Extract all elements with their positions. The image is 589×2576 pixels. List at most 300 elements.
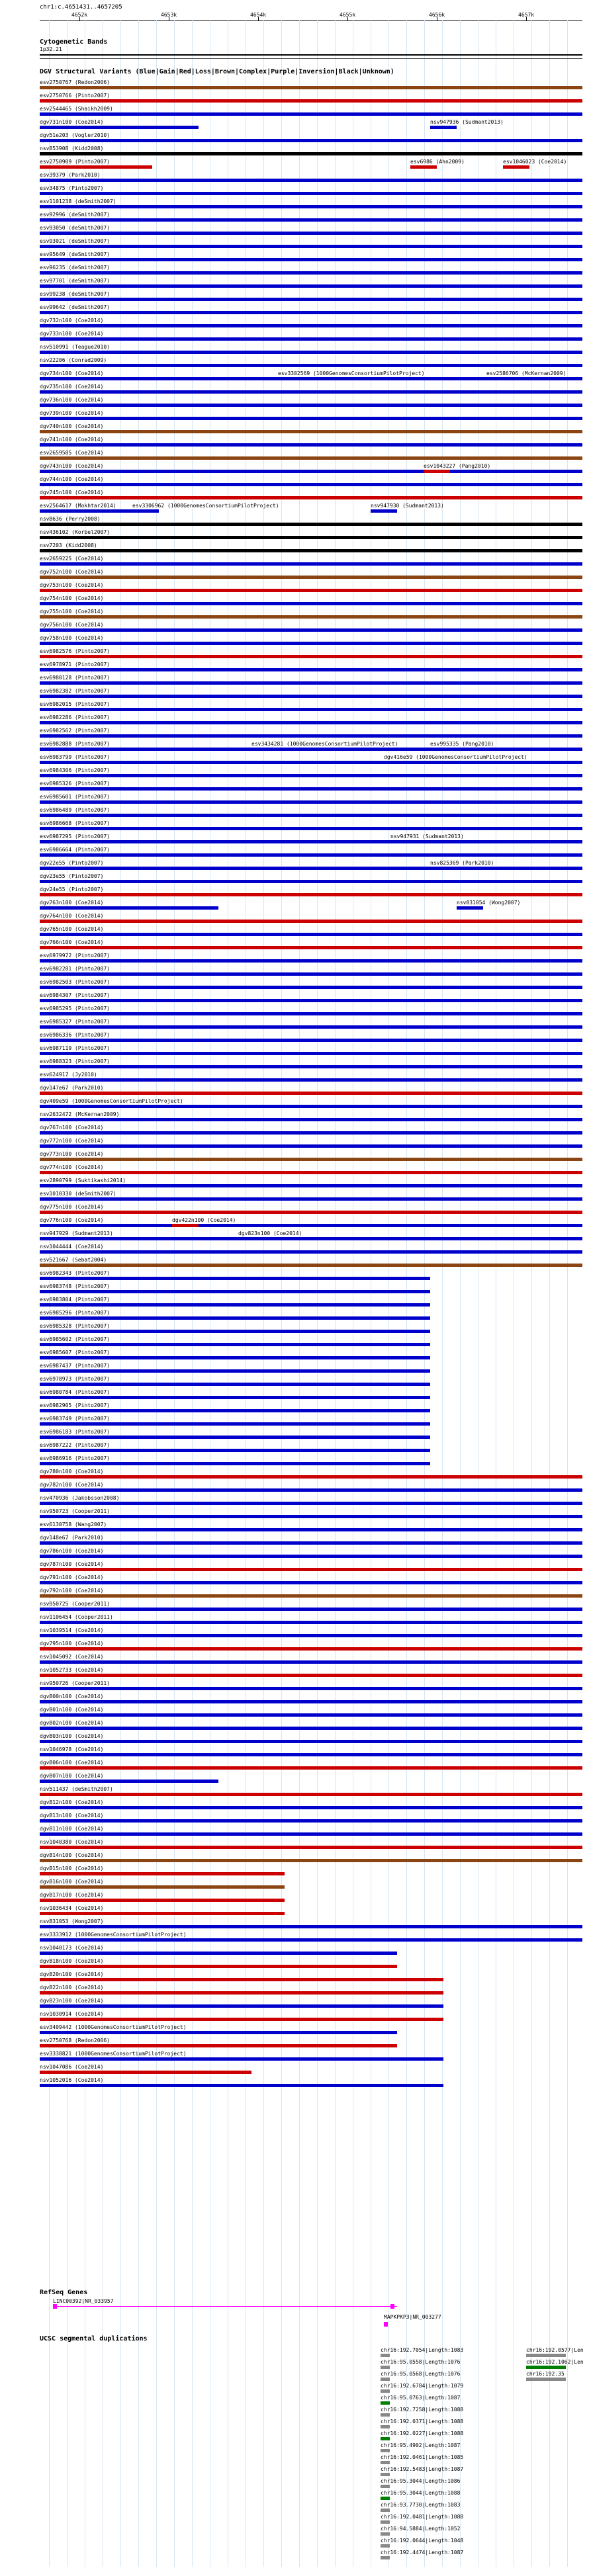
dgv-variant-bar[interactable] <box>40 880 582 883</box>
dgv-track-label[interactable]: esv521667 (Sebat2004) <box>40 1257 107 1263</box>
segdup-label[interactable]: chr16:192.7054|Length:1083 <box>381 2347 464 2353</box>
dgv-track-label[interactable]: esv6982281 (Pinto2007) <box>40 966 110 972</box>
dgv-track-label[interactable]: nsv436102 (Korbel2007) <box>40 529 110 535</box>
dgv-track-label[interactable]: dgv24e55 (Pinto2007) <box>40 886 104 892</box>
dgv-track-label[interactable]: nsv853908 (Kidd2008) <box>40 146 104 151</box>
dgv-extra-bar[interactable] <box>430 867 457 870</box>
dgv-track-label[interactable]: dgv753n100 (Coe2014) <box>40 582 104 588</box>
dgv-variant-bar[interactable] <box>40 311 582 314</box>
dgv-track-label[interactable]: dgv803n100 (Coe2014) <box>40 1733 104 1739</box>
segdup-label[interactable]: chr16:95.3044|Length:1086 <box>381 2478 461 2484</box>
dgv-variant-bar[interactable] <box>40 933 582 936</box>
dgv-variant-bar[interactable] <box>40 2057 443 2061</box>
dgv-track-label[interactable]: nsv1106454 (Cooper2011) <box>40 1614 113 1620</box>
dgv-variant-bar[interactable] <box>40 893 582 896</box>
dgv-track-label[interactable]: nsv831053 (Wong2007) <box>40 1918 104 1924</box>
dgv-track-label[interactable]: dgv782n100 (Coe2014) <box>40 1482 104 1488</box>
dgv-variant-bar[interactable] <box>40 827 582 830</box>
segdup-label[interactable]: chr16:192.0461|Length:1085 <box>381 2454 464 2460</box>
dgv-track-label[interactable]: dgv823n100 (Coe2014) <box>40 1998 104 2004</box>
dgv-extra-label[interactable]: dgv416e59 (1000GenomesConsortiumPilotProject) <box>384 754 527 760</box>
dgv-track-label[interactable]: dgv775n100 (Coe2014) <box>40 1204 104 1210</box>
dgv-extra-bar[interactable] <box>430 748 457 751</box>
dgv-track-label[interactable]: dgv807n100 (Coe2014) <box>40 1773 104 1779</box>
segdup-bar[interactable] <box>381 2532 390 2536</box>
dgv-variant-bar[interactable] <box>40 642 582 645</box>
dgv-track-label[interactable]: esv92996 (deSmith2007) <box>40 212 110 218</box>
dgv-variant-bar[interactable] <box>40 324 582 327</box>
dgv-track-label[interactable]: esv6130758 (Wang2007) <box>40 1522 107 1527</box>
dgv-variant-bar[interactable] <box>40 364 582 367</box>
dgv-variant-bar[interactable] <box>40 1555 582 1558</box>
dgv-track-label[interactable]: dgv786n100 (Coe2014) <box>40 1548 104 1554</box>
dgv-variant-bar[interactable] <box>40 1608 582 1611</box>
dgv-track-label[interactable]: esv2544465 (Shaikh2009) <box>40 106 113 112</box>
dgv-variant-bar[interactable] <box>40 351 582 354</box>
dgv-variant-bar[interactable] <box>40 2084 443 2087</box>
segdup-bar[interactable] <box>381 2413 390 2417</box>
dgv-track-label[interactable]: dgv755n100 (Coe2014) <box>40 609 104 615</box>
dgv-variant-bar[interactable] <box>40 589 582 592</box>
dgv-variant-bar[interactable] <box>40 1409 430 1412</box>
dgv-variant-bar[interactable] <box>40 1356 430 1359</box>
segdup-right-bar[interactable] <box>526 2378 566 2381</box>
dgv-track-label[interactable]: esv6987119 (Pinto2007) <box>40 1045 110 1051</box>
dgv-track-label[interactable]: dgv820n100 (Coe2014) <box>40 1971 104 1977</box>
dgv-variant-bar[interactable] <box>40 1369 430 1373</box>
segdup-bar[interactable] <box>381 2485 390 2488</box>
dgv-extra-bar[interactable] <box>430 126 457 129</box>
dgv-variant-bar[interactable] <box>40 1713 582 1717</box>
dgv-variant-bar[interactable] <box>40 1092 582 1095</box>
dgv-track-label[interactable]: dgv736n100 (Coe2014) <box>40 397 104 403</box>
dgv-variant-bar[interactable] <box>40 1634 582 1637</box>
dgv-track-label[interactable]: esv93021 (deSmith2007) <box>40 238 110 244</box>
dgv-variant-bar[interactable] <box>40 443 582 447</box>
dgv-track-label[interactable]: nsv2632472 (McKernan2009) <box>40 1111 120 1117</box>
dgv-track-label[interactable]: dgv741n100 (Coe2014) <box>40 437 104 443</box>
dgv-extra-label[interactable]: dgv823n100 (Coe2014) <box>238 1230 302 1236</box>
dgv-track-label[interactable]: esv2750768 (Redon2006) <box>40 2038 110 2043</box>
dgv-track-label[interactable]: dgv754n100 (Coe2014) <box>40 595 104 601</box>
dgv-track-label[interactable]: dgv763n100 (Coe2014) <box>40 900 104 906</box>
dgv-variant-bar[interactable] <box>40 800 582 804</box>
dgv-track-label[interactable]: dgv147e67 (Park2010) <box>40 1085 104 1091</box>
dgv-variant-bar[interactable] <box>40 576 582 579</box>
dgv-variant-bar[interactable] <box>40 284 582 288</box>
dgv-extra-bar[interactable] <box>238 1237 265 1240</box>
dgv-variant-bar[interactable] <box>40 708 582 711</box>
dgv-variant-bar[interactable] <box>40 430 582 433</box>
dgv-track-label[interactable]: dgv758n100 (Coe2014) <box>40 635 104 641</box>
dgv-extra-label[interactable]: esv3306962 (1000GenomesConsortiumPilotProject) <box>132 503 279 509</box>
dgv-variant-bar[interactable] <box>40 2044 397 2047</box>
dgv-variant-bar[interactable] <box>40 1594 582 1598</box>
segdup-label[interactable]: chr16:192.6784|Length:1079 <box>381 2383 464 2389</box>
dgv-variant-bar[interactable] <box>40 972 582 976</box>
dgv-extra-bar[interactable] <box>503 165 529 169</box>
segdup-bar[interactable] <box>381 2449 390 2452</box>
dgv-track-label[interactable]: esv6985328 (Pinto2007) <box>40 1323 110 1329</box>
dgv-track-label[interactable]: esv6985295 (Pinto2007) <box>40 1006 110 1011</box>
dgv-variant-bar[interactable] <box>40 867 582 870</box>
dgv-variant-bar[interactable] <box>40 1700 582 1703</box>
segdup-bar[interactable] <box>381 2509 390 2512</box>
dgv-variant-bar[interactable] <box>40 748 582 751</box>
dgv-track-label[interactable]: esv6982382 (Pinto2007) <box>40 688 110 694</box>
dgv-track-label[interactable]: esv6982888 (Pinto2007) <box>40 741 110 747</box>
segdup-label[interactable]: chr16:192.0481|Length:1088 <box>381 2514 464 2520</box>
dgv-variant-bar[interactable] <box>40 390 582 394</box>
dgv-extra-bar[interactable] <box>424 470 450 473</box>
dgv-track-label[interactable]: esv6984306 (Pinto2007) <box>40 767 110 773</box>
dgv-track-label[interactable]: dgv818n100 (Coe2014) <box>40 1958 104 1964</box>
dgv-track-label[interactable]: esv93050 (deSmith2007) <box>40 225 110 231</box>
dgv-track-label[interactable]: esv2750767 (Redon2006) <box>40 79 110 85</box>
dgv-variant-bar[interactable] <box>40 628 582 632</box>
dgv-variant-bar[interactable] <box>40 999 582 1002</box>
dgv-variant-bar[interactable] <box>40 1965 397 1968</box>
dgv-track-label[interactable]: dgv51e203 (Vogler2010) <box>40 132 110 138</box>
dgv-variant-bar[interactable] <box>40 1237 582 1240</box>
dgv-track-label[interactable]: esv34875 (Pinto2007) <box>40 185 104 191</box>
dgv-variant-bar[interactable] <box>40 721 582 724</box>
dgv-variant-bar[interactable] <box>40 496 582 499</box>
dgv-track-label[interactable]: dgv814n100 (Coe2014) <box>40 1852 104 1858</box>
dgv-variant-bar[interactable] <box>40 1515 582 1518</box>
dgv-track-label[interactable]: esv6983804 (Pinto2007) <box>40 1297 110 1303</box>
dgv-variant-bar[interactable] <box>40 946 582 949</box>
dgv-variant-bar[interactable] <box>40 1422 430 1426</box>
refseq-gene-label[interactable]: LINC00392|NR_033957 <box>53 2298 114 2304</box>
dgv-track-label[interactable]: esv3409442 (1000GenomesConsortiumPilotProject) <box>40 2024 187 2030</box>
dgv-track-label[interactable]: dgv774n100 (Coe2014) <box>40 1164 104 1170</box>
dgv-variant-bar[interactable] <box>40 245 582 248</box>
dgv-extra-label[interactable]: esv6986 (Ahn2009) <box>410 159 465 165</box>
dgv-variant-bar[interactable] <box>40 1502 582 1505</box>
dgv-variant-bar[interactable] <box>40 404 582 407</box>
dgv-track-label[interactable]: dgv776n100 (Coe2014) <box>40 1217 104 1223</box>
dgv-track-label[interactable]: nsv1036434 (Coe2014) <box>40 1905 104 1911</box>
segdup-bar[interactable] <box>381 2389 390 2393</box>
dgv-variant-bar[interactable] <box>40 1383 430 1386</box>
segdup-label[interactable]: chr16:192.4474|Length:1087 <box>381 2550 464 2555</box>
dgv-variant-bar[interactable] <box>40 271 582 275</box>
segdup-bar[interactable] <box>381 2473 390 2476</box>
dgv-track-label[interactable]: nsv1045092 (Coe2014) <box>40 1654 104 1660</box>
dgv-track-label[interactable]: dgv752n100 (Coe2014) <box>40 569 104 575</box>
segdup-label[interactable]: chr16:192.0371|Length:1088 <box>381 2419 464 2425</box>
dgv-variant-bar[interactable] <box>40 1330 430 1333</box>
dgv-track-label[interactable]: dgv22e55 (Pinto2007) <box>40 860 104 866</box>
dgv-variant-bar[interactable] <box>40 1740 582 1743</box>
segdup-right-bar[interactable] <box>526 2354 566 2357</box>
refseq-gene-label-2[interactable]: MAPKPKP3|NR_003277 <box>384 2314 441 2320</box>
segdup-bar[interactable] <box>381 2437 390 2440</box>
dgv-extra-label[interactable]: dgv422n100 (Coe2014) <box>172 1217 236 1223</box>
dgv-track-label[interactable]: esv39379 (Park2010) <box>40 172 101 178</box>
dgv-track-label[interactable]: esv6986336 (Pinto2007) <box>40 1032 110 1038</box>
dgv-track-label[interactable]: dgv813n100 (Coe2014) <box>40 1813 104 1819</box>
dgv-track-label[interactable]: esv6985296 (Pinto2007) <box>40 1310 110 1316</box>
segdup-bar[interactable] <box>381 2354 390 2357</box>
dgv-track-label[interactable]: nsv947929 (Sudmant2013) <box>40 1230 113 1236</box>
dgv-track-label[interactable]: esv2750909 (Pinto2007) <box>40 159 110 165</box>
dgv-variant-bar[interactable] <box>40 615 582 619</box>
dgv-variant-bar[interactable] <box>40 1065 582 1068</box>
dgv-track-label[interactable]: esv6983749 (Pinto2007) <box>40 1416 110 1422</box>
segdup-label[interactable]: chr16:93.7730|Length:1083 <box>381 2502 461 2508</box>
dgv-variant-bar[interactable] <box>40 1541 582 1545</box>
dgv-track-label[interactable]: dgv787n100 (Coe2014) <box>40 1561 104 1567</box>
dgv-track-label[interactable]: esv6986664 (Pinto2007) <box>40 847 110 853</box>
dgv-variant-bar[interactable] <box>40 549 582 552</box>
dgv-track-label[interactable]: esv6987437 (Pinto2007) <box>40 1363 110 1369</box>
dgv-track-label[interactable]: esv6982015 (Pinto2007) <box>40 701 110 707</box>
segdup-label[interactable]: chr16:95.3044|Length:1088 <box>381 2490 461 2496</box>
dgv-track-label[interactable]: esv6982286 (Pinto2007) <box>40 714 110 720</box>
dgv-extra-bar[interactable] <box>384 761 410 764</box>
dgv-track-label[interactable]: dgv806n100 (Coe2014) <box>40 1760 104 1766</box>
dgv-extra-bar[interactable] <box>278 377 304 380</box>
dgv-variant-bar[interactable] <box>40 602 582 605</box>
dgv-variant-bar[interactable] <box>40 1105 582 1108</box>
segdup-label[interactable]: chr16:192.0227|Length:1088 <box>381 2430 464 2436</box>
dgv-variant-bar[interactable] <box>40 840 582 843</box>
dgv-track-label[interactable]: nsv1052733 (Coe2014) <box>40 1667 104 1673</box>
dgv-track-label[interactable]: esv6982576 (Pinto2007) <box>40 648 110 654</box>
dgv-variant-bar[interactable] <box>40 218 582 222</box>
dgv-track-label[interactable]: esv6986668 (Pinto2007) <box>40 820 110 826</box>
dgv-track-label[interactable]: esv2659585 (Coe2014) <box>40 450 104 456</box>
dgv-variant-bar[interactable] <box>40 536 582 539</box>
dgv-variant-bar[interactable] <box>40 1528 582 1531</box>
dgv-track-label[interactable]: esv6983799 (Pinto2007) <box>40 754 110 760</box>
dgv-variant-bar[interactable] <box>40 126 199 129</box>
dgv-variant-bar[interactable] <box>40 1250 582 1254</box>
dgv-variant-bar[interactable] <box>40 1832 582 1836</box>
dgv-variant-bar[interactable] <box>40 99 582 103</box>
dgv-variant-bar[interactable] <box>40 2004 443 2008</box>
dgv-track-label[interactable]: esv6984307 (Pinto2007) <box>40 992 110 998</box>
dgv-variant-bar[interactable] <box>40 1290 430 1293</box>
dgv-track-label[interactable]: dgv745n100 (Coe2014) <box>40 490 104 495</box>
dgv-variant-bar[interactable] <box>40 1462 430 1465</box>
dgv-variant-bar[interactable] <box>40 112 582 116</box>
segdup-bar[interactable] <box>381 2401 390 2405</box>
dgv-track-label[interactable]: dgv756n100 (Coe2014) <box>40 622 104 628</box>
dgv-track-label[interactable]: esv6985327 (Pinto2007) <box>40 1019 110 1025</box>
dgv-variant-bar[interactable] <box>40 1806 582 1809</box>
dgv-variant-bar[interactable] <box>40 814 582 817</box>
dgv-variant-bar[interactable] <box>40 1859 582 1862</box>
dgv-variant-bar[interactable] <box>40 337 582 341</box>
dgv-variant-bar[interactable] <box>40 1766 582 1770</box>
dgv-track-label[interactable]: nsv1030914 (Coe2014) <box>40 2011 104 2017</box>
dgv-variant-bar[interactable] <box>40 1211 582 1214</box>
dgv-track-label[interactable]: nsv1052016 (Coe2014) <box>40 2077 104 2083</box>
dgv-variant-bar[interactable] <box>40 986 582 989</box>
segdup-bar[interactable] <box>381 2556 390 2559</box>
dgv-variant-bar[interactable] <box>40 1078 582 1082</box>
dgv-track-label[interactable]: nsv1046978 (Coe2014) <box>40 1746 104 1752</box>
dgv-track-label[interactable]: dgv739n100 (Coe2014) <box>40 410 104 416</box>
dgv-extra-bar[interactable] <box>132 509 159 513</box>
dgv-track-label[interactable]: nsv470936 (Jakobsson2008) <box>40 1495 120 1501</box>
dgv-variant-bar[interactable] <box>40 2018 443 2021</box>
segdup-label[interactable]: chr16:95.0568|Length:1076 <box>381 2371 461 2377</box>
dgv-track-label[interactable]: esv6978973 (Pinto2007) <box>40 1376 110 1382</box>
dgv-variant-bar[interactable] <box>40 232 582 235</box>
dgv-variant-bar[interactable] <box>40 1780 218 1783</box>
dgv-variant-bar[interactable] <box>40 906 218 910</box>
dgv-track-label[interactable]: esv6982562 (Pinto2007) <box>40 728 110 734</box>
dgv-variant-bar[interactable] <box>40 1131 582 1135</box>
dgv-track-label[interactable]: dgv802n100 (Coe2014) <box>40 1720 104 1726</box>
dgv-track-label[interactable]: esv6985601 (Pinto2007) <box>40 794 110 800</box>
dgv-track-label[interactable]: nsv1047086 (Coe2014) <box>40 2064 104 2070</box>
dgv-variant-bar[interactable] <box>40 470 582 473</box>
dgv-variant-bar[interactable] <box>40 1647 582 1651</box>
dgv-variant-bar[interactable] <box>40 2031 397 2034</box>
dgv-variant-bar[interactable] <box>40 1819 582 1823</box>
dgv-track-label[interactable]: esv3333912 (1000GenomesConsortiumPilotProject) <box>40 1932 187 1938</box>
dgv-track-label[interactable]: dgv764n100 (Coe2014) <box>40 913 104 919</box>
dgv-variant-bar[interactable] <box>40 1118 582 1121</box>
dgv-variant-bar[interactable] <box>40 1012 582 1015</box>
dgv-track-label[interactable]: nsv510991 (Teague2010) <box>40 344 110 350</box>
dgv-variant-bar[interactable] <box>40 1303 430 1307</box>
dgv-variant-bar[interactable] <box>40 1938 582 1942</box>
dgv-variant-bar[interactable] <box>40 774 582 777</box>
dgv-variant-bar[interactable] <box>40 1621 582 1624</box>
dgv-track-label[interactable]: nsv1044444 (Coe2014) <box>40 1244 104 1250</box>
segdup-right-label[interactable]: chr16:192.35 <box>526 2371 565 2377</box>
segdup-bar[interactable] <box>381 2544 390 2548</box>
dgv-extra-label[interactable]: nsv947930 (Sudmant2013) <box>371 503 444 509</box>
dgv-track-label[interactable]: dgv409e59 (1000GenomesConsortiumPilotProject) <box>40 1098 183 1104</box>
dgv-variant-bar[interactable] <box>40 1449 430 1452</box>
dgv-track-label[interactable]: dgv780n100 (Coe2014) <box>40 1469 104 1475</box>
dgv-variant-bar[interactable] <box>40 1753 582 1756</box>
dgv-variant-bar[interactable] <box>40 165 152 169</box>
segdup-bar[interactable] <box>381 2520 390 2524</box>
dgv-track-label[interactable]: nsv511437 (deSmith2007) <box>40 1786 113 1792</box>
dgv-variant-bar[interactable] <box>40 959 582 963</box>
segdup-right-label[interactable]: chr16:192.1062|Len <box>526 2359 584 2365</box>
dgv-variant-bar[interactable] <box>40 734 582 738</box>
segdup-label[interactable]: chr16:192.5483|Length:1087 <box>381 2466 464 2472</box>
dgv-variant-bar[interactable] <box>40 1052 582 1055</box>
dgv-variant-bar[interactable] <box>40 920 582 923</box>
dgv-variant-bar[interactable] <box>40 1171 582 1174</box>
dgv-extra-label[interactable]: nsv825369 (Park2010) <box>430 860 494 866</box>
dgv-track-label[interactable]: dgv795n100 (Coe2014) <box>40 1641 104 1647</box>
dgv-track-label[interactable]: nsv1039514 (Coe2014) <box>40 1627 104 1633</box>
dgv-variant-bar[interactable] <box>40 1793 582 1796</box>
dgv-variant-bar[interactable] <box>40 1991 443 1995</box>
dgv-track-label[interactable]: nsv7203 (Kidd2008) <box>40 542 97 548</box>
dgv-track-label[interactable]: nsv1040380 (Coe2014) <box>40 1839 104 1845</box>
dgv-track-label[interactable]: nsv8636 (Perry2008) <box>40 516 101 522</box>
dgv-track-label[interactable]: esv97701 (deSmith2007) <box>40 278 110 284</box>
dgv-track-label[interactable]: esv6979972 (Pinto2007) <box>40 953 110 959</box>
dgv-variant-bar[interactable] <box>40 1674 582 1677</box>
dgv-variant-bar[interactable] <box>40 179 582 182</box>
dgv-variant-bar[interactable] <box>40 1727 582 1730</box>
dgv-track-label[interactable]: dgv791n100 (Coe2014) <box>40 1574 104 1580</box>
dgv-track-label[interactable]: dgv767n100 (Coe2014) <box>40 1125 104 1131</box>
dgv-variant-bar[interactable] <box>40 1025 582 1029</box>
dgv-variant-bar[interactable] <box>40 523 582 526</box>
dgv-track-label[interactable]: nsv950723 (Cooper2011) <box>40 1508 110 1514</box>
dgv-variant-bar[interactable] <box>40 1475 582 1479</box>
dgv-variant-bar[interactable] <box>40 1687 582 1690</box>
dgv-variant-bar[interactable] <box>40 787 582 791</box>
segdup-bar[interactable] <box>381 2366 390 2369</box>
dgv-variant-bar[interactable] <box>40 1885 285 1889</box>
dgv-track-label[interactable]: dgv744n100 (Coe2014) <box>40 476 104 482</box>
dgv-track-label[interactable]: dgv822n100 (Coe2014) <box>40 1985 104 1991</box>
segdup-bar[interactable] <box>381 2461 390 2464</box>
segdup-label[interactable]: chr16:94.5884|Length:1052 <box>381 2526 461 2532</box>
dgv-variant-bar[interactable] <box>40 1197 582 1201</box>
dgv-track-label[interactable]: dgv734n100 (Coe2014) <box>40 370 104 376</box>
dgv-track-label[interactable]: esv2564617 (Mokhtar2014) <box>40 503 116 509</box>
dgv-variant-bar[interactable] <box>40 1660 582 1664</box>
segdup-bar[interactable] <box>381 2425 390 2428</box>
dgv-variant-bar[interactable] <box>40 853 582 857</box>
dgv-variant-bar[interactable] <box>40 192 582 195</box>
dgv-track-label[interactable]: nsv950725 (Cooper2011) <box>40 1601 110 1607</box>
dgv-variant-bar[interactable] <box>40 1343 430 1346</box>
dgv-variant-bar[interactable] <box>40 2071 251 2074</box>
dgv-variant-bar[interactable] <box>40 298 582 301</box>
dgv-variant-bar[interactable] <box>40 695 582 698</box>
dgv-extra-label[interactable]: nsv947936 (Sudmant2013) <box>430 119 504 125</box>
dgv-variant-bar[interactable] <box>40 1264 582 1267</box>
dgv-extra-label[interactable]: esv1046023 (Coe2014) <box>503 159 567 165</box>
dgv-track-label[interactable]: dgv792n100 (Coe2014) <box>40 1588 104 1594</box>
dgv-track-label[interactable]: esv1101238 (deSmith2007) <box>40 198 116 204</box>
dgv-extra-label[interactable]: nsv831054 (Wong2007) <box>457 900 521 906</box>
dgv-track-label[interactable]: esv6980128 (Pinto2007) <box>40 675 110 681</box>
dgv-track-label[interactable]: dgv765n100 (Coe2014) <box>40 926 104 932</box>
dgv-variant-bar[interactable] <box>40 1872 285 1875</box>
dgv-variant-bar[interactable] <box>40 1158 582 1161</box>
dgv-extra-bar[interactable] <box>410 165 437 169</box>
dgv-variant-bar[interactable] <box>40 1396 430 1399</box>
dgv-variant-bar[interactable] <box>40 681 582 685</box>
dgv-variant-bar[interactable] <box>40 1316 430 1320</box>
segdup-label[interactable]: chr16:192.0644|Length:1048 <box>381 2538 464 2544</box>
dgv-track-label[interactable]: dgv811n100 (Coe2014) <box>40 1826 104 1832</box>
dgv-track-label[interactable]: dgv773n100 (Coe2014) <box>40 1151 104 1157</box>
dgv-track-label[interactable]: esv6987222 (Pinto2007) <box>40 1442 110 1448</box>
dgv-extra-bar[interactable] <box>457 906 483 910</box>
dgv-extra-bar[interactable] <box>371 509 397 513</box>
dgv-track-label[interactable]: esv99238 (deSmith2007) <box>40 291 110 297</box>
dgv-variant-bar[interactable] <box>40 1144 582 1148</box>
dgv-track-label[interactable]: dgv733n100 (Coe2014) <box>40 331 104 337</box>
dgv-extra-bar[interactable] <box>251 748 278 751</box>
dgv-variant-bar[interactable] <box>40 1568 582 1571</box>
dgv-variant-bar[interactable] <box>40 655 582 658</box>
segdup-label[interactable]: chr16:95.4902|Length:1087 <box>381 2442 461 2448</box>
dgv-track-label[interactable]: dgv812n100 (Coe2014) <box>40 1799 104 1805</box>
dgv-track-label[interactable]: dgv817n100 (Coe2014) <box>40 1892 104 1898</box>
segdup-label[interactable]: chr16:95.0558|Length:1076 <box>381 2359 461 2365</box>
